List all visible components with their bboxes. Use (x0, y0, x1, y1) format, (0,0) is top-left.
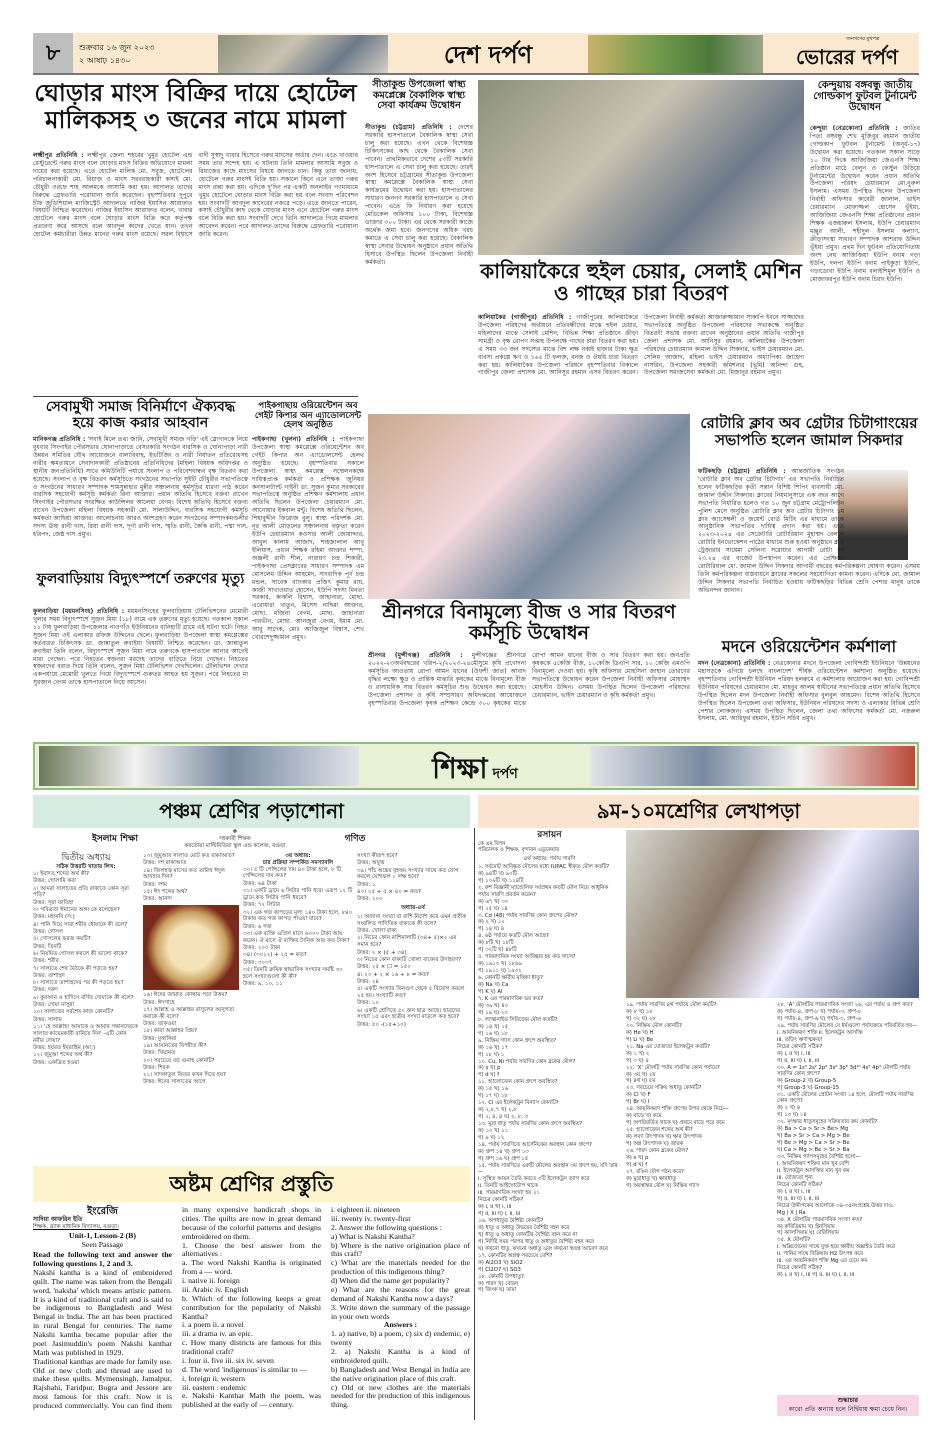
qa-line: উত্তর: শিরক (143, 1064, 170, 1071)
qa-line: উত্তর: তিনটি (33, 943, 62, 950)
qa-line: ১। ইবাদত শব্দের অর্থ কী? (33, 870, 90, 877)
class5-author: ❖ সহকারী শিক্ষক করতোয়া মাল্টিমিডিয়া স্কুল এন্ড কলেজ, বগুড়া (184, 829, 286, 850)
qa-line: ৭. K এর পারমাণবিক ভর কত? (478, 995, 544, 1002)
qa-line: গ) নির্দিষ্ট সময় পরপর ধাতু ও অধাতুর বৈশিষ্ট্য বহন করে (478, 1238, 594, 1245)
qa-line: ৮. ল্যান্থানাইড সিরিজের মৌল কতটি? (478, 1016, 558, 1023)
question-line: a) What is Nakshi Kantha? (331, 1231, 415, 1241)
qa-line: ক) Group-2 খ) Group-5 (777, 1077, 837, 1084)
qa-line: ক) Ba > Ca > Sr > Be> Mg (777, 1126, 849, 1133)
calligraphy-image (143, 905, 239, 990)
qa-line: গ) গ্রুপ ১৬ ঘ) গ্রুপ ১৫ (478, 1155, 529, 1162)
qa-line: ১২. Cl এর ইলেকট্রন বিন্যাস কোনটি? (478, 1100, 559, 1107)
question-line: c. How many districts are famous for this traditional craft? (182, 1338, 321, 1356)
qa-line: ক) Cl খ) F (626, 1092, 651, 1099)
qa-line: ক) ২,৮,৭ খ) ২,৮ (478, 1107, 517, 1114)
qa-line: নিচের উদ্দীপকের আলোকে ৩৪-৩৫নংপ্রশ্নের উত্তর দাও: (777, 1202, 894, 1209)
english-unit-sub: Seen Passage (81, 1240, 124, 1250)
qa-line: ৩০। ৫ টি পেন্সিলের দাম ৪০ টাকা হলে, ৮ টি পেন্সিলের দাম কত? (243, 866, 341, 880)
qa-line: উত্তর: হযরত ইবরাহিম (আ:) (33, 1044, 96, 1051)
qa-line: উত্তর: দরুদ (33, 987, 58, 994)
qa-line: উত্তর: ২৫ × ☐ = ১৫০ (357, 964, 411, 971)
date-gregorian: শুক্রবার ১৬ জুন ২০২৩ (79, 43, 155, 52)
islam-qa-col2 (143, 853, 239, 1087)
headline-fulbaria: ফুলবাড়িয়ায় বিদ্যুৎস্পর্শে তরুণের মৃত্যু (36, 571, 245, 587)
qa-line: গ) ৪র্থ ঘ) ৫ম (626, 1078, 656, 1085)
qa-line: ৩৩. নিষ্ক্রিয় গ্যাসসমূহের বৈশিষ্ট্য হলো— (777, 1153, 861, 1160)
qa-line: ক) বাড়ে খ) কমে (626, 1113, 662, 1120)
qa-line: গ) d ঘ) f (626, 1161, 648, 1168)
qa-line: গ) ১০৯টি ঘ) ১১৪টি (478, 878, 524, 885)
qa-line: ক) ১৫ খ) ১৬ (478, 1086, 509, 1093)
question-line: d. The word 'indigenous' is similar to — (182, 1364, 308, 1374)
qa-line: উত্তর: দোয়া মাসুরা (33, 1002, 75, 1009)
qa-line: উত্তর: ঈদের সালাতের আগে (143, 1079, 206, 1086)
question-line: 1. Choose the best answer from the alternatives : (182, 1240, 321, 1259)
qa-line: ৪০। ২৫ + ৫ × ৪০ = কত? (357, 889, 421, 896)
qa-line: গ) Cl2O7 ঘ) SO3 (478, 1266, 521, 1273)
banner-students-right (590, 746, 915, 786)
article-horse-meat: লক্ষ্মীপুর প্রতিনিধি : লক্ষ্মীপুর জেলা শহরের খুমুর হোটেল এন্ড রেস্টুরেন্টে গরুর মাংস বলে ঘোড়ার মাংস বিক্রির অভিযোগে মামলা দায়ের করা হয়েছে। এতে হোটেল মালিক মো. সবুজ, হোটেলের পরিচালনাকারী মো. রিয়াজ ও মাংস সরবরাহকারী কসাই মো. চৌধুরী ওরফে শাহ আলমকে আসামি করা হয়। আদালত তাদের বিরুদ্ধে গ্রেফতারি পরোয়ানা জারি করেছেন। বৃহস্পতিবার দুপুরে চীফ জুডিশিয়াল ম্যাজিস্ট্রেট আদালতে নাজির ইয়াসিন আরাফাত বিষয়টি নিশ্চিত করেছেন। নাজির ইয়াসিন আরাফাত বলেন, খাবার হোটেলে গরুর মাংস বলে ঘোড়ার মাংস বিক্রি করে কর্তৃপক্ষ প্রতারণা করে আসছে বলে আবদুল কাদের খেতে যান। তখন হোটেল কর্মচারীরা উন্নত মানের গরুর মাংস রয়েছে। সরল বিশ্বাসে বাদী সুস্বাদু খাবার হিসেবে গরুর মাংসের অর্ডার দেন। এতে খাওয়ার সময় তার সন্দেহ হয়। এ ঘটনায় তিনি মামলার আসামি সবুজ ও রিয়াজের কাছে মাংসের বিষয়ে জানতে চান। কিন্তু তারা জানায়, হোটেলে গরুর মাংসই বিক্রি হয়। সকালে কিনে এনে তাজা গরুর মাংস রান্না করা হয়। এদিকে দু'দিন পর একটি অনলাইন গণমাধ্যমে খুমুর হোটেলে ঘোড়ার মাংস বিক্রি করা হয় বলে সংবাদ পরিবেশন হয়। সংবাদটি আবদুল কাদেরের নজরে পড়ে। এতে জানতে পারেন, কসাই চৌধুরীর কাছ থেকে ঘোড়ার মাংস এনে হোটেলে গরুর মাংস বলে বিক্রি করা হয়। সংবাদটি দেখে তিনি আদালতে গিয়ে মামলার আবেদন করেন। পরে আদালত তাদের বিরুদ্ধে গ্রেফতারি পরোয়ানা জারি করেন। (33, 152, 358, 239)
qa-line: i. আয়নিকরণ শক্তি ii. ইলেকট্রন আসক্তি (777, 1029, 863, 1036)
qa-line: ১৭। আল্লাহ ও আল্লাহর রাসুলের আনুগত্য করাকে কী বলে? (143, 1006, 235, 1020)
qa-line: উত্তর: আনন্দ (143, 896, 172, 903)
question-line: e. Nakshi Kanthar Math the poem, was published at the early of — century. (182, 1391, 321, 1410)
chemistry-col1: রসায়ন কে এম বিপন পরিচালক ও শিক্ষক, বৃন্দাবন এডুকেয়ার ৪র্থ অধ্যায়: পর্যায় সারণি ১. সর্বমোট আবিষ্কৃত মৌলের মধ্যে IUPAC স্বীকৃত মৌল কতটি? ক) ৯৪টি খ) ৯০টি গ) ১০৯টি ঘ) ১১৪টি ২. রুশ বিজ্ঞানী ম্যান্ডেলিফ সর্বপ্রথম কতটি মৌল নিয়ে আধুনিক পর্যায় সারণি প্রবর্তন করেন? ক) ৬৭ খ) ৩০ গ) ২৫ ঘ) ১৪ ৩. Cd (48) পর্যায় সারণির কোন গ্রুপের মৌল? ক) ২ খ) ১২ গ) ১৪ ঘ) ৪ ৪. ৬ষ্ঠ পর্যায়ে কতটি মৌল আছে? ক) ৮টি খ) ১৮টি গ) ৩২টি ঘ) ৪৮টি ৫. পারমাণবিক সংখ্যা আবিষ্কার হয় কত সালে? ক) ১৯১৩ খ) ১৮৬৯ গ) ১৯১১ ঘ) ১৯৩২ ৬. কোনটি ক্ষারীয় মৃত্তিকা ধাতু? ক) Na খ) Ca গ) K ঘ) Al ৭. K এর পারমাণবিক ভর কত? ক) ৩৯ খ) ৪০ গ) ১৯ ঘ) ২০ ৮. ল্যান্থানাইড সিরিজের মৌল কতটি? ক) ১৪ খ) ১৫ গ) ১৬ ঘ) ১৮ ৯. নিষ্ক্রিয় গ্যাস কোন গ্রুপে অবস্থিত? ক) ১৬ খ) ১৭ গ) ১৮ ঘ) ১ ১০. Cu, Ni পর্যায় সারণির কোন ব্লকের মৌল? ক) s খ) p গ) d ঘ) f ১১. হ্যালোজেন কোন গ্রুপে অবস্থিত? ক) ১৫ খ) ১৬ গ) ১৭ ঘ) ১৮ ১২. Cl এর ইলেকট্রন বিন্যাস কোনটি? ক) ২,৮,৭ খ) ২,৮ গ) ২, ৪, ৪ ঘ) ২, ৮, ৩ ১৩. মুদ্রা ধাতু পর্যায় সারণির কোন গ্রুপে অবস্থিত? ক) ১০ খ) ১১ গ) ৯ ঘ) ১২ ১৪. পর্যায় সারণিতে আর্সেনিকের অবস্থান কোন গ্রুপে? ক) গ্রুপ ১৪ খ) গ্রুপ ১৩ গ) গ্রুপ ১৬ ঘ) গ্রুপ ১৫ ১৫. পর্যায় সারণিতে একটি মৌলের অবস্থান ৩য় গ্রুপে হয়, যদি তার — i. সুস্থিত আয়ন তৈরি করতে ৩টি ইলেকট্রন ত্যাগ করে ii. তিনটি আইসোটোপ থাকে iii. পারমাণবিক সংখ্যা হয় ২১ নিচের কোনটি সঠিক? ক) i, ii খ) i, iii গ) ii, iii ঘ) i, ii, iii ১৬. অপধাতুর বৈশিষ্ট্য কোনটি? ক) ধাতু ও অধাতু উভয়ের বৈশিষ্ট্য বহন করে খ) ধাতু ও অধাতু কোনটির বৈশিষ্ট্য বহন করে না গ) নির্দিষ্ট সময় পরপর ধাতু ও অধাতুর বৈশিষ্ট্য বহন করে ঘ) কখনো ধাতু, কখনো অধাতু এবং কখনো স্বতন্ত্র আচরণ করে ১৭. কোনটির অম্লত্ব সবচেয়ে বেশি? ক) Al2O3 খ) SiO2 গ) Cl2O7 ঘ) SO3 ১৮. কোনটি উপধাতু? ক) পারদ খ) বোরন গ) জিংক ঘ) তামা (478, 830, 621, 1294)
article-kendua: কেন্দুয়া (নেত্রকোনা) প্রতিনিধি : জাতির পিতা বঙ্গবন্ধু শেখ মুজিবুর রহমান জাতীয় গোল্ডকাপ ফুটবল টুর্নামেন্ট (অনূর্ধ-১৭) উদ্বোধন করা হয়েছে। গতকাল সকাল সাড়ে ১০ টার দিকে আজিজিয়া জেএনসি শিক্ষা প্রতিষ্ঠান মাঠে বেলুন ও ফেস্টুন উড়িয়ে টুর্নামেন্টের উদ্বোধন করেন প্রধান অতিথি উপজেলা পরিষদ চেয়ারম্যান মো.নুরুল ইসলাম। এসময় উপস্থিত ছিলেন উপজেলা নির্বাহী অফিসার কাবেরী জালাল, ভাইস চেয়ারম্যান মোফাজ্জল হোসেন ভূঁইয়া, আজিজিয়া জেএনসি শিক্ষা প্রতিষ্ঠানের প্রধান শিক্ষক এজহারুল ইসলাম, ইউপি চেয়ারম্যান মঞ্জুর আলী, শহীদুল ইসলাম কল্যাণ, ক্রীড়াসংস্থা সাধারণ সম্পাদক আশরাফ উদ্দিন ভূঁইয়া প্রমুখ। প্রথম দিন ফুটবল প্রতিযোগিতায় অংশ নেয় আজিজিয়া ইউপি বনাম গড়া ইউপি, দলপা ইউপি বনাম পাইকুড়া ইউপি, গড়াডোবা ইউপি বনাম বলাইশিমুল ইউপি ও মোজাফরপুর ইউপি বনাম চিরাং ইউপি। (810, 125, 920, 283)
qa-line: গ) Group-3 ঘ) Group-15 (777, 1084, 840, 1091)
qa-line: iii. তড়িৎ ঋণাত্মকতা (777, 1036, 823, 1043)
qa-line: ৪। পানি দিয়ে সারা শরীর ধোয়াকে কী বলে? (33, 921, 128, 928)
qa-line: উত্তর: গোলামি করা (33, 878, 76, 885)
qa-line: উত্তর: গোসল (33, 928, 64, 935)
qa-line: ক) ১৯১৩ খ) ১৮৬৯ (478, 961, 522, 968)
headline-kendua: কেন্দুয়ায় বঙ্গবন্ধু জাতীয় গোল্ডকাপ ফুটবল টুর্নামেন্ট উদ্বোধন (813, 80, 917, 114)
qa-line: ৩২। এক গজ কাপড়ের মূল্য ১৪০ টাকা হলে, ৮৪০ টাকায় কত গজ কাপড় পাওয়া যাবে? (243, 909, 353, 923)
qa-line: গ) ৩২ ঘ) ২৮ (626, 1015, 656, 1022)
question-line: 2. Answer the following questions : (331, 1222, 442, 1232)
qa-line: ৩৫। তিনটি ক্রমিক স্বাভাবিক সংখ্যার সমষ্টি ৩০ হলে সংখ্যাগুলো কী কী? (243, 967, 343, 980)
qa-line: গ) ১৬ ঘ) ১৮ (478, 1030, 508, 1037)
qa-line: ১২। জুমুআ শব্দের অর্থ কী? (33, 1052, 93, 1059)
english-instruction: Read the following text and answer the following questions 1, 2 and 3. (33, 1250, 172, 1269)
question-line: iii. eastern . endemic (182, 1382, 247, 1392)
qa-line: ক) ৮টি খ) ১৮টি (478, 940, 514, 947)
qa-line: ১০। সালাতের সর্বশেষ কাজ কোনটি? (33, 1009, 114, 1016)
class5-subject-islam: ইসলাম শিক্ষা (92, 834, 138, 844)
qa-line: নিচের কোনটি সঠিক? (777, 1265, 823, 1272)
answer-line: 1. a) native, b) a poem, c) six d) endemic, e) twenty (331, 1329, 470, 1348)
qa-line: ক) গ্রুপ ১৪ খ) গ্রুপ ১৩ (478, 1148, 529, 1155)
qa-line: উত্তর: ২০০ টাকা (243, 945, 281, 952)
banner-title-sub: দর্পণ (492, 766, 518, 782)
kaliakair-photo (478, 80, 804, 255)
math-qa-col1: ৩য় অধ্যায়: চার প্রক্রিয়া সম্পর্কিত সমস্যাবলি ৩০। ৫ টি পেন্সিলের দাম ৪০ টাকা হলে, ৮ টি পেন্সিলের দাম কত? উত্তর: ৬৪ টাকা ৩১। একটি ড্রামে ৬ লিটার পানি ধরে। এরূপ ১২ টি ড্রামে কত লিটার পানি ধরবে? উত্তর: ৭২ লিটার ৩২। এক গজ কাপড়ের মূল্য ১৪০ টাকা হলে, ৮৪০ টাকায় কত গজ কাপড় পাওয়া যাবে? উত্তর: ৬ গজ ৩৩। এক ব্যক্তি এপ্রিল মাসে ৬০০০ টাকা আয় করেন। ঐ মাসে ঐ ব্যক্তির দৈনিক আয় কত টাকা? উত্তর: ২০০ টাকা ৩৪। (৩০১২) + ২৫ = কত? উত্তর: ৩০৩৭ ৩৫। তিনটি ক্রমিক স্বাভাবিক সংখ্যার সমষ্টি ৩০ হলে সংখ্যাগুলো কী কী? উত্তর: ৯, ১০, ১১ (243, 853, 353, 988)
qa-line: উত্তর: ৫০ -(১৫+১০) (357, 1021, 406, 1028)
qa-line: ক) ৮ খ) ১৮ (626, 1008, 653, 1015)
question-line: i. native ii. foreign (182, 1276, 240, 1285)
question-line: b) Where is the native origination place of this craft? (331, 1240, 470, 1259)
students-classroom-photo (626, 830, 919, 998)
qa-line: ক) ২ খ) ১২ (478, 919, 505, 926)
qa-line: উত্তর: ঈদগাহে (143, 999, 175, 1006)
qa-line: ক) ১০ খ) ১১ (478, 1128, 509, 1135)
qa-line: ১৪। জিলহজ্ব মাসের কত তারিখ ঈদুল আযহার দিন? (143, 867, 225, 881)
qa-line: ১১। 'হে আল্লাহ! আমাকে ও আমার সন্তানদেরকে সালাত কায়েমকারী বানিয়ে দিন' -এটি কোন নবীর দোয়া? (33, 1024, 138, 1044)
qa-line: ১৬. অপধাতুর বৈশিষ্ট্য কোনটি? (478, 1217, 544, 1224)
class5-heading: পঞ্চম শ্রেণির পড়াশোনা (33, 795, 470, 828)
qa-line: গ) K ঘ) Al (478, 988, 503, 995)
qa-line: ২। নিচের কোন রাশিমালাটি (৩৪+ ৫)×২ এর সমান হবে? (357, 935, 457, 949)
qa-line: ক) ১ খ) ২ (626, 1050, 650, 1057)
qa-line: ক) রুবিডিয়াম খ) স্ট্রনসিয়াম (777, 1223, 835, 1230)
qa-line: ঘ) কখনো ধাতু, কখনো অধাতু এবং কখনো স্বতন্ত্র আচরণ করে (478, 1245, 608, 1252)
qa-line: ক) মুদ্রাধাতু খ) ক্ষারধাতু (626, 1175, 677, 1182)
qa-line: ৪. ৬ষ্ঠ পর্যায়ে কতটি মৌল আছে? (478, 933, 549, 940)
qa-line: ২৭. রঙিন যৌগ গঠন করে? (626, 1168, 684, 1175)
qa-line: গ) ৩২টি ঘ) ৪৮টি (478, 947, 517, 954)
question-line: i. eighteen ii. nineteen (331, 1205, 401, 1214)
qa-line: ৩৪. X মৌলটির পারমাণবিক সংখ্যা কত? (777, 1216, 863, 1223)
qa-line: গ) ২, ৪, ৪ ঘ) ২, ৮, ৩ (478, 1114, 529, 1121)
qa-line: ২৩. সবচেয়ে সক্রিয় অধাতু কোনটি? (626, 1085, 702, 1092)
qa-line: গ) ২৫ ঘ) ১৪ (478, 905, 508, 912)
qa-line: উত্তর: অযুগ্ম (357, 860, 385, 867)
qa-line: উত্তর: ১ (357, 881, 376, 888)
qa-line: ২৬. পারদ কোন ব্লকের মৌল? (626, 1148, 689, 1155)
qa-line: উত্তর: ৬৪ টাকা (243, 880, 277, 887)
qa-line: গ) ১৪ ঘ) ৪ (478, 926, 505, 933)
qa-line: ক) Al2O3 খ) SiO2 (478, 1259, 523, 1266)
qa-line: নিচের কোনটি সঠিক? (777, 1181, 823, 1188)
qa-line: ii. তিনটি আইসোটোপ থাকে (478, 1183, 538, 1190)
question-line: i. four ii. five iii. six iv. seven (182, 1355, 274, 1365)
english-passage: Traditional kanthas are made for family use. Old or new cloth and thread are used to make these quilts. Mymensingh, Jamalpur, Rajshahi, Faridpur, Bogra and Jessore are most famous for this craft. Now it is produced commercially. You can find them in many expensive handicraft shops in cities. The quilts are now in great demand because of the colorful patterns and designs embroidered on them. (33, 1205, 321, 1411)
question-line: iii. Arabic iv. English (182, 1284, 249, 1294)
qa-line: ক) i, ii খ) i, iii গ) ii, iii ঘ) i, ii, iii (777, 1272, 855, 1279)
qa-line: গ) ৩ ঘ) ৪ (626, 1057, 649, 1064)
qa-line: ১৩. মুদ্রা ধাতু পর্যায় সারণির কোন গ্রুপে অবস্থিত? (478, 1121, 583, 1128)
qa-line: i. আয়নিকরণ শক্তির মান খুব বেশি (777, 1160, 849, 1167)
article-sebamukhi: মানিকগঞ্জ প্রতিনিধি : 'সবাই মিলে তথ্য জানি, সেবামুখী সমাজ গড়ি' এই স্লোগানকে নিয়ে বুধবার সিংগাইর পৌরসভার ঘোনাপাড়াতে বেসরকারি সংগঠন বারসিক ও ঘোনাপাড়া নারী উন্নয়ন সমিতির যৌথ আয়োজনে বাল্যবিবাহ, ইভটিজিং ও নারী নির্যাতন প্রতিরোধসহ নারীর ক্ষমতায়নে সেবাদানকারী প্রতিষ্ঠানের প্রতিনিধিদের (মহিলা বিষয়ক অধিদপ্তর ও স্থানীয় জনপ্রতিনিধি) সাথে কমিউনিটি পর্যায়ে সংলাপ ও পরিবেশবান্ধব বৃক্ষ বিতরণ করা হয়েছে। সংলাপ ও বৃক্ষ বিতরণ কর্মসূচিতে সংগঠনের সভাপতি সুইটি চৌধুরীর সভাপতিত্বে ও সংগঠনের সাধারণ সম্পাদক শামসুন্নাহার মুন্নীর সঞ্চালনায় কর্মসূচির ধারণা পাঠ করেন বারসিক সহযোগী কর্মসূচি কর্মকর্তা রিনা আক্তার। প্রধান অতিথি হিসেবে বক্তব্য রাখেন সিংগাইর পৌরসভার সংরক্ষিত কাউন্সিলর আলেয়া বেগম। বিশেষ অতিথি হিসেবে বক্তব্য রাখেন উপজেলা মহিলা বিষয়ক সহকারী মো. সালাউদ্দিন, বারসিক সহযোগী কর্মসূচি কর্মকর্তা আছিয়া আক্তার। আলোচনায় আরও অংশগ্রহণ করেন সংগঠনের সম্পাদকমণ্ডলীর সদস্য ঊষা রানী দাস, রিয়া রানী দাস, দূর্গা রানী দাস, স্মৃতি রানী, কৈকি রানী, পদ্মা দাস, হরিপদ, জেষ্ঠ দাস প্রমুখ। (33, 436, 249, 539)
qa-line: উত্তর: ৩০৩৭ (243, 959, 273, 966)
qa-line: ২২. 'X' মৌলটি পর্যায় সারণির কোন পর্যায়ে? (626, 1064, 720, 1071)
qa-line: খ) ধাতু ও অধাতু কোনটির বৈশিষ্ট্য বহন করে না (478, 1231, 578, 1238)
qa-line: উত্তর: একত্রিত হওয়া (33, 1059, 80, 1066)
qa-line: ৯। কুরআন ও হাদিসে বর্ণিত দোয়াকে কী বলে? (33, 994, 134, 1001)
page-header (33, 33, 919, 75)
qa-line: ক) পারদ খ) বোরন (478, 1280, 518, 1287)
qa-line: ক) i, ii খ) i, iii (478, 1204, 512, 1211)
qa-line: ১৫. পর্যায় সারণিতে একটি মৌলের অবস্থান ৩য় গ্রুপে হয়, যদি তার — (478, 1162, 618, 1176)
question-line: iii. twenty iv. twenty-first (331, 1213, 411, 1223)
qa-line: উত্তর: মুত্তাকিরা (143, 1035, 177, 1042)
qa-line: সংখ্যা কীরূপ হবে? (357, 853, 398, 859)
qa-line: ৩১. একটি মৌলের প্রোটন সংখ্যা ১৪ হলে, মৌলটি পর্যায় সারণির কোন গ্রুপে? (777, 1091, 914, 1105)
headline-horse-meat: ঘোড়ার মাংস বিক্রির দায়ে হোটেল মালিকসহ ৩ জনের নামে মামলা (34, 79, 357, 134)
qa-line: ৫। একটি সংখ্যার তিনগুণ থেকে ৫ বিয়োগ করলে ২৫ হয়। সংখ্যাটি কত? (357, 986, 465, 999)
qa-line: উত্তর: শরীর (33, 958, 59, 965)
article-srinagar: শ্রীনগর (মুন্সীগঞ্জ) প্রতিনিধি : মুন্সীগঞ্জের শ্রীনগরে ২০২২-২৩অর্থবছরের খরিপ-২/২০২৩-২৪মৌসুমে কৃষি প্রণোদনা কর্মসূচির আওতায় রোপা আমন ধানের (উফশী জাত) আবাদ বৃদ্ধির লক্ষ্যে ক্ষুদ্র ও প্রান্তিক মাঝারি কৃষকের মাঝে বিনামূল্যে বীজ ও রাসায়নিক সার বিতরণ কর্মসূচির শুভ উদ্বোধন করা হয়েছে। উপজেলা প্রশাসন ও কৃষি সম্প্রসারণ অধিদপ্তরের আয়োজনে বৃহস্পতিবার উপজেলা কৃষক প্রশিক্ষণ কেন্দ্রে ৩০০ কৃষকের মাঝে রোপা আমন ধানের বীজ ও সার বিতরণ করা হয়। জনপ্রতি কৃষককে ৫কেজি বীজ, ১০কেজি ডিএপি সার, ১০ কেজি এমওপি বিনামূল্যে দেওয়া হয়। কৃষি অফিসার মোহসিনা জাহান তোরণের সভাপতিত্বে উদ্বোধন করেন উপজেলা নির্বাহী অফিসার মোহাম্মদ মোহসীন উদ্দিন। এসময় উপস্থিত ছিলেন উপজেলা পরিষদের চেয়ারম্যান, ভাইস চেয়ারম্যান ও কৃষি কর্মকর্তা প্রমুখ। (368, 652, 690, 707)
qa-line: গ) ১৩ ঘ) ১৪ (777, 1112, 807, 1119)
qa-line: উত্তর: ৭২ লিটার (243, 902, 281, 909)
qa-line: ২৫. হ্যালোজেন শব্দের অর্থ কী? (626, 1127, 693, 1134)
qa-line: ২১. Na এর যোজ্যতা ইলেকট্রন কতটি? (626, 1043, 711, 1050)
qa-line: ৩১। একটি ড্রামে ৬ লিটার পানি ধরে। এরূপ ১২ টি ড্রামে কত লিটার পানি ধরবে? (243, 888, 353, 901)
qa-line: iii. পারমাণবিক সংখ্যা হয় ২১ (478, 1190, 540, 1197)
headline-sebamukhi: সেবামুখী সমাজ বিনির্মাণে ঐক্যবদ্ধ হয়ে কাজ করার আহবান (45, 399, 236, 431)
answer-line: 2. a) Nakshi Kantha is a kind of embroidered quilt. (331, 1347, 470, 1365)
qa-line: ৬। নিয়মিত গোসল করলে কী ভালো থাকে? (33, 950, 128, 957)
qa-line: ক) Na খ) Ca (478, 982, 509, 989)
qa-line: ক) ৩৯ খ) ৪০ (478, 1002, 509, 1009)
qa-line: ১১. হ্যালোজেন কোন গ্রুপে অবস্থিত? (478, 1079, 558, 1086)
qa-line: ১। অজানা সংখ্যা বা রাশি নির্দেশ করে এমন প্রতীক সংবলিত গাণিতিক বাক্যকে কী বলে? (357, 914, 467, 927)
qa-line: ১৩। জুমুআর সালাত মোট কত রাকাআত? (143, 853, 235, 859)
islam-qa-col1: দ্বিতীয় অধ্যায় সঠিক উত্তরটি খাতায় লিখ: ১। ইবাদত শব্দের অর্থ কী? উত্তর: গোলামি করা ২। আমরা সালাতের প্রতি রাকাতে কোন সূরা পড়ি? উত্তর: সূরা ফাতিহা ৩। পবিত্রতা ঈমানের অঙ্গ। কে বলেছেন? উত্তর: মহানবি (স:) ৪। পানি দিয়ে সারা শরীর ধোয়াকে কী বলে? উত্তর: গোসল ৫। গোসলের ফরজ কয়টি? উত্তর: তিনটি ৬। নিয়মিত গোসল করলে কী ভালো থাকে? উত্তর: শরীর ৭। সালাতে শেষ বৈঠকে কী পড়তে হয়? উত্তর: তাশাহুদ ৮। সালাতে তাশাহুদের পর কী পড়তে হয়? উত্তর: দরুদ ৯। কুরআন ও হাদিসে বর্ণিত দোয়াকে কী বলে? উত্তর: দোয়া মাসুরা ১০। সালাতের সর্বশেষ কাজ কোনটি? উত্তর: সালাম ১১। 'হে আল্লাহ! আমাকে ও আমার সন্তানদেরকে সালাত কায়েমকারী বানিয়ে দিন' -এটি কোন নবীর দোয়া? উত্তর: হযরত ইবরাহিম (আ:) ১২। জুমুআ শব্দের অর্থ কী? উত্তর: একত্রিত হওয়া (33, 853, 138, 1066)
qa-line: ১৫। ঈদ শব্দের অর্থ? (143, 889, 188, 896)
question-line: b. Which of the following keeps a great contribution for the popularity of Nakshi Kantha? (182, 1293, 321, 1321)
qa-line: ৩৯। পাঁচ অঙ্কের বৃহত্তম সংখ্যার সাথে কত যোগ করলে যোগফল ১ লক্ষ হবে? (357, 867, 459, 881)
chemistry-col2 (626, 1002, 771, 1190)
qa-line: ১৮। কারা আল্লাহর প্রিয়? (143, 1028, 198, 1035)
qa-line: ৫. পারমাণবিক সংখ্যা আবিষ্কার হয় কত সালে? (478, 954, 576, 961)
qa-line: ক) ৬৭ খ) ৩০ (478, 898, 509, 905)
qa-line: উত্তর: ৬ গজ (243, 923, 272, 930)
english-passage: Nakshi kantha is a kind of embroidered quilt. The name was taken from the Bengali word, 'naksha' which means artistic pattern. It is a kind of traditional craft and is said to be indigenous to Bangladesh and West Bengal in India. The art has been practiced in rural Bengal for centuries. The name Nakshi kantha became popular after the poet Jasimuddin's poem Nakshi kanthar Math was published in 1929. (33, 1267, 172, 1357)
english-section (33, 1206, 470, 1411)
page-number: ৮ (33, 33, 73, 75)
qa-line: গ) জিংক ঘ) তামা (478, 1287, 517, 1294)
brand-logo: ভোরের দর্পণ (796, 45, 898, 69)
qa-line: iii. যোজ্যতা শূন্য (777, 1174, 813, 1181)
qa-line: গ) অপরিবর্তিত থাকে ঘ) প্রথমে বাড়ে পরে কমে (626, 1120, 725, 1127)
qa-line: ২০। সবচেয়ে বড় গুনাহ কোনটি? (143, 1057, 215, 1064)
qa-line: ঘ) Ca > Mg > Be > Sr > Ba (777, 1147, 850, 1154)
qa-line: ৩৩। এক ব্যক্তি এপ্রিল মাসে ৬০০০ টাকা আয় করেন। ঐ মাসে ঐ ব্যক্তির দৈনিক আয় কত টাকা? (243, 930, 350, 944)
headline-sitakunda: সীতাকুন্ড উপজেলা স্বাস্থ্য কমপ্লেক্সে বৈকালিক স্বাস্থ্য সেবা কার্যক্রম উদ্বোধন (372, 79, 466, 112)
qa-line: গ) Be > Mg > Ca > Sr > Be (777, 1140, 850, 1147)
qa-line: গ) Li ঘ) Be (626, 1036, 654, 1043)
qa-line: ii. ইলেকট্রন আসক্তির মান খুব কম (777, 1167, 850, 1174)
question-line: e) What are the reasons for the great demand of Nakshi Kantha now a days? (331, 1284, 470, 1303)
education-banner (33, 742, 919, 790)
qa-line: ২৪. আয়নিকরণ শক্তি গ্রুপের উপর থেকে নিচে— (626, 1106, 729, 1113)
header-photo-right (588, 35, 763, 73)
qa-line: Mg | X | Ra (777, 1209, 806, 1216)
qa-line: গ) অম্ল উৎপাদক ঘ) জারক (626, 1141, 684, 1148)
qa-line: গ) ১৯ ঘ) ২০ (478, 1009, 508, 1016)
article-fulbaria: ফুলবাড়িয়া (ময়মনসিংহ) প্রতিনিধি : ময়মনসিংহের ফুলবাড়িয়ায় টেলিভিশনের মেমোরী খুলার সময় বিদ্যুৎস্পর্শে সুজন মিয়া (১৮) নামে এক তরুণের মৃত্যু হয়েছে। গতকাল সকাল ১১ টায় ফুলবাড়িয়া উপজেলার নাওগাঁও ইউনিয়নের বানিহাটি গ্রামে এই ঘটনা ঘটে। নিহত সুজন মিয়া ওই এলাকার রফিজ উদ্দিনের ছেলে। ফুলবাড়িয়া উপজেলা স্বাস্থ্য কমপ্লেক্সের কর্তব্যরত চিকিৎসক ডা. জান্নাতুল রুবাইয়া বিষয়টি নিশ্চিত করেছেন। ডা. জান্নাতুল রুবাইয়া তিনি বলেন, বিদ্যুৎস্পর্শে সুজন মিয়া নামে তরুণকে হাসপাতালে আনার আগেই মারা গেছেন। পরে নিহতের স্বজনরা মরদেহ তাদের বাড়িতে নিয়ে গেছেন। নিহতের স্বজনদের বরাত দিয়ে তিনি বলেন, সুজন মিয়া টেলিভিশন দেখছিলেন। টেলিভিশন দেখার একপর্যায়ে মেমোরী খুলতে গিয়ে বিদ্যুৎস্পর্শে গুরুতর আহত হয় সুজন। পরে নিহতের মা সুরজান বেগম তাকে হাসপাতালে নিয়ে আসেন। (33, 608, 248, 687)
qa-line: ক) s খ) p (478, 1065, 501, 1072)
qa-line: উত্তর: তাশাহুদ (33, 972, 65, 979)
qa-line: ২১। সাদকাতুল ফিতর কখন দিতে হয়? (143, 1072, 226, 1079)
qa-line: গ) ii, iii ঘ) i, ii, iii (777, 1057, 820, 1064)
question-line: a. The word Nakshi Kantha is originated from a — word. (182, 1258, 321, 1277)
class910-heading: ৯ম-১০মশ্রেণির লেখাপড়া (478, 795, 919, 828)
question-line: i. a poem ii. a novel (182, 1320, 244, 1330)
question-line: c) What are the materials needed for the production of this indigenous thing? (331, 1258, 470, 1277)
qa-line: ৫। গোসলের ফরজ কয়টি? (33, 936, 91, 943)
qa-line: উত্তর: ২ × (৫ + ৩৪) (357, 949, 407, 956)
qa-line: ২. রুশ বিজ্ঞানী ম্যান্ডেলিফ সর্বপ্রথম কতটি মৌল নিয়ে আধুনিক পর্যায় সারণি প্রবর্তন করেন? (478, 885, 609, 898)
quote-title: শুদ্ধাচার (837, 1397, 859, 1404)
qa-line: ১৬। ঈদের জামাত কোথায় পড়া উত্তম? (143, 992, 228, 999)
section-title: দেশ দর্পণ (443, 41, 533, 69)
header-photo-left (218, 35, 388, 73)
qa-line: গ) d ঘ) f (478, 1072, 500, 1079)
qa-line: ক) He খ) H (626, 1029, 654, 1036)
qa-line: ১৯। আমানতের বিপরীত কী? (143, 1042, 207, 1049)
qa-line: ক) ৩য় খ) ২য় (626, 1071, 656, 1078)
article-rotary: ফটিকছড়ি (চট্টগ্রাম) প্রতিনিধি : আন্তর্জাতিক সংগঠন 'রোটারি ক্লাব অব গ্রেটার চিটাগাং' এর সভাপতি নির্বাচিত হলেন ফটিকছড়ির কৃতী সন্তান বিশিষ্ট শিপিং ব্যবসায়ী মো. জামাল উদ্দীন সিকদার। ক্লাবের নিয়মানুসারে এক বছর আগে সভাপতি নির্ধারিত হলেও গত ১০ জুন চট্টগ্রাম মেট্রোপলিটন পুলিশ মেসে অনুষ্ঠিত রোটারি ক্লাব অব গ্রেটার চিটাগাং ১ম ক্লাব অ্যাসেম্বলী ও জয়েন্ট বোর্ড মিটিং এর মাধ্যমে তাকে আনুষ্ঠানিক সভাপতির দায়িত্ব প্রদান করা হয়। এতে ২০২৩-২০২৪ এর সেক্রেটারি রোটারিয়ান মুহাম্মদ বেলাল রোটারি ইনভোকেশন পাঠের মাধ্যমে শুরু হওয়া অনুষ্ঠানে ক্লাব ট্রেজারার সায়েমা সেলিনা সরোয়ার আগামী রোটা বর্ষ ২৩.২৪ এর বাজেট উপস্থাপন করেন। এর প্রেক্ষিতে রোটারিয়াল মো. জামাল উদ্দিন সিকদার আগামী বছরের কর্মপরিকল্পনা ঘোষণা করেন। এসময় তিনি কর্মপরিকল্পনা বাস্তবায়নে ক্লাবের সকলের সহযোগিতা কামনা করেন। এদিকে মো. জামাল উদ্দিন সিকদার সভাপতি নির্বাচিত হওয়ায় ফটিকছড়ির বিভিন্ন শ্রেণি পেশার মানুষ তাকে অভিনন্দন জানান। (698, 468, 920, 594)
qa-line: ক) s খ) p (626, 1154, 649, 1161)
qa-line: উত্তর: ২৪ (357, 978, 379, 985)
qa-line: ৭। সালাতে শেষ বৈঠকে কী পড়তে হয়? (33, 965, 118, 972)
qa-line: iii. এর আয়নিকরণ শক্তি Mg এর চেয়ে কম (777, 1258, 868, 1265)
qa-line: উত্তর: খোলা বাক্য (357, 928, 397, 935)
qa-line: ১. সর্বমোট আবিষ্কৃত মৌলের মধ্যে IUPAC স্বীকৃত মৌল কতটি? (478, 864, 610, 871)
answer-line: b) Bangladesh and West Bengal in India are the native origination place of this craft. (331, 1364, 470, 1383)
qa-line: গ) ii, iii ঘ) i, ii, iii (478, 1210, 521, 1217)
qa-line: গ) ৯ ঘ) ১২ (478, 1135, 505, 1141)
question-line: i. foreign ii. western (182, 1373, 246, 1383)
qa-line: গ) ১৯১১ ঘ) ১৯৩২ (478, 968, 522, 975)
qa-line: ক) ২ খ) ৪ (777, 1105, 801, 1112)
qa-line: ক) ১৬ খ) ১৭ (478, 1044, 509, 1051)
article-paikgacha: পাইকগাছা (খুলনা) প্রতিনিধি : পাইকগাছা উপজেলা স্বাস্থ্য কমপ্লেক্সে ওরিয়েন্টেশন অব গেইট কিপার অন এ্যাডোলসেন্ট হেলথ অনুষ্ঠিত হয়েছে। বৃহস্পতিবার সকালে উপজেলা স্বাস্থ্য কমপ্লেক্স সম্মেলনকক্ষে দায়িত্বপ্রাপ্ত কর্মকর্তা ও প্রশিক্ষক জুনিয়র কনসালট্যান্ট গাইনী ডা. সুজন কুমার সরকারের সভাপতিত্বে অনুষ্ঠিত প্রশিক্ষণ কর্মশালায় প্রধান অতিথি ছিলেন উপজেলা চেয়ারম্যান মো. আনোয়ার ইকবাল মন্টু। বিশেষ অতিথি ছিলেন, শিহাবুদ্দীন ফিরোজ বুলু। স্বাস্থ্য পরিদর্শক মো. নূর আলী মোড়লের সঞ্চালনায় বক্তৃতা করেন ইউপি চেয়ারম্যান কওসার আলী জোয়াদ্দার, আবুল কালাম আজাদ, শাহজালাল আবু ইলিয়াস, প্রধান শিক্ষক রহিমা আক্তার শম্পা, অঞ্জলী রানী শীল, নারায়ণ চন্দ্র শিকারী, পাইকগাছা প্রেসক্লাবের সাধারণ সম্পাদক এম মোসলেম উদ্দিন আহমেদ, সাংবাদিক পূর্ণ চন্দ্র মন্ডল, সাবেক ব্যাংকার প্রজিৎ কুমার রায়, কাজী সাখাওয়াত হোসেন, ইউপি সদস্য মিনতা সরকার, কাকলি বিশ্বাস, জাহানারা, মোছা. এরোয়ারা খাতুন, মিসেস নাছিমা আক্তার, মোছা. মর্জিনা বেগম, মোছা. জাহানারা পারভীন, মোছা. আনজুরা বেগম, ইমাম মো. আবু সাদেক, মোঃ আজিজুল বিশ্বাস, শেখ খোরশেদুজ্জামান প্রমুখ। (252, 436, 365, 642)
math-qa-col2: সংখ্যা কীরূপ হবে? উত্তর: অযুগ্ম ৩৯। পাঁচ অঙ্কের বৃহত্তম সংখ্যার সাথে কত যোগ করলে যোগফল ১ লক্ষ হবে? উত্তর: ১ ৪০। ২৫ + ৫ × ৪০ = কত? উত্তর: ২০০ অধ্যায়-৪র্থ ১। অজানা সংখ্যা বা রাশি নির্দেশ করে এমন প্রতীক সংবলিত গাণিতিক বাক্যকে কী বলে? উত্তর: খোলা বাক্য ২। নিচের কোন রাশিমালাটি (৩৪+ ৫)×২ এর সমান হবে? উত্তর: ২ × (৫ + ৩৪) ৩। নিচের কোন বাক্যটি খোলা বাক্যের উদাহরণ? উত্তর: ২৫ × ☐ = ১৫০ ৪। ২০ + ২ × ১৬ ÷ ৮ = কত? উত্তর: ২৪ ৫। একটি সংখ্যার তিনগুণ থেকে ৫ বিয়োগ করলে ২৫ হয়। সংখ্যাটি কত? উত্তর: ১০ ৬। একটি শ্রেণিতে ৫০ জন ছাত্র আছে। ছাত্রদের সংখ্যা ১৫ এবং ছাত্রীর সংখ্যা বাড়লে কত হবে? উত্তর: ৫০ -(১৫+১০) (357, 853, 469, 1029)
qa-line: ক) পর্যায়-৪, গ্রুপ-৮ খ) পর্যায়-৩, গ্রুপ-৮ (777, 1008, 862, 1015)
qa-line: ক) ১৪ খ) ১৫ (478, 1023, 509, 1030)
qa-line: ক) লবণ উৎপাদক খ) ক্ষার উৎপাদক (626, 1134, 702, 1141)
qa-line: ২৮. 'A' মৌলটির পারমাণবিক সংখ্যা ২৬, এর পর্যায় ও গ্রুপ কত? (777, 1002, 913, 1008)
article-madan: মদন (নেত্রকোনা) প্রতিনিধি : নেত্রকোনার মদনে উপজেলা গোবিন্দশ্রী ইউনিয়নে 'উন্নয়নের মহাসড়কে এগিয়ে চলছে বাংলাদেশ' শীর্ষক ওরিয়েন্টেশন কর্মশালা অনুষ্ঠিত হয়েছে। বৃহস্পতিবার গোবিন্দশ্রী ইউনিয়ন পরিষদ হলরুমে এ কর্মশালার আয়োজন করা হয়। গোবিন্দশ্রী ইউনিয়ন পরিষদের চেয়ারম্যান মো. মাহবুব আলম স্বাধীনের সভাপতিত্বে প্রধান অতিথি হিসেবে উপস্থিত ছিলেন মদন উপজেলা নির্বাহী অফিসার বুলবুল আহমেদ। বিশেষ অতিথি হিসেবে উপস্থিত ছিলেন উপজেলা তথ্য অফিসার, ইউনিয়ন পরিষদের সদস্য ও এলাকার বিভিন্ন শ্রেণি পেশার লোকজন। এসময় উপস্থিত ছিলেন, জেলা তথ্য অফিসের কর্মকর্তা মো. নজরুল ইসলাম, মো. আরিফুর রহমান, ইউপি সচিব প্রমুখ। (698, 660, 920, 723)
qa-line: উত্তর: সূরা ফাতিহা (33, 899, 74, 906)
qa-line: ১৯. পর্যায় সারণির ৪র্থ পর্যায়ে মৌল কয়টি? (626, 1002, 717, 1008)
qa-line: উত্তর: খিয়ানত (143, 1050, 176, 1057)
qa-line: i. অক্সিজেনের সাথে যুক্ত হয়ে ক্ষারীয় অক্সাইড তৈরি করে (777, 1244, 895, 1251)
qa-line: উত্তর: মহানবি (স:) (33, 914, 75, 921)
qa-line: ৪। ২০ + ২ × ১৬ ÷ ৮ = কত? (357, 971, 430, 978)
qa-line: গ) অবস্থান্তর মৌল ঘ) নিষ্ক্রিয় গ্যাস (626, 1182, 700, 1189)
qa-line: গ) ক্যালসিয়াম ঘ) বেরিলিয়াম (777, 1230, 839, 1237)
english-author-role: শিক্ষক, ব্র্যাক মাধ্যমিক বিদ্যালয়, বগুড়া। (33, 1224, 119, 1231)
banner-title (375, 747, 575, 790)
qa-line: গ) ১৮ ঘ) ১ (478, 1051, 505, 1058)
qa-line: ৩. Cd (48) পর্যায় সারণির কোন গ্রুপের মৌল? (478, 912, 578, 919)
class5-subject-math: গণিত (344, 834, 366, 844)
english-subject: ইংরেজি (87, 1206, 118, 1217)
qa-line: ক) ৯৪টি খ) ৯০টি (478, 871, 517, 878)
qa-line: ৩০. A = 1s² 2s² 2p⁶ 3s² 3p⁶ 3d¹⁰ 4s² 4p³ মৌলটি পর্যায় সারণির কোন গ্রুপে? (777, 1064, 911, 1078)
english-unit: Unit-1, Lesson-2 (B) (69, 1231, 136, 1241)
quote-text: কারো প্রতি অন্যায় হলে নির্দ্বিধায় ক্ষমা চেয়ে নিন। (788, 1406, 908, 1414)
qa-line: উত্তর: ১০ (357, 1000, 379, 1007)
qa-line: উত্তর: দশম (143, 881, 168, 888)
qa-line: ৩। পবিত্রতা ঈমানের অঙ্গ। কে বলেছেন? (33, 907, 120, 914)
qa-line: উত্তর: দশ রাকাআত (143, 860, 187, 867)
banner-title-main: শিক্ষা (432, 752, 488, 785)
class8-heading: অষ্টম শ্রেণির প্রস্তুতি (33, 1166, 470, 1202)
headline-srinagar: শ্রীনগরে বিনামূল্যে বীজ ও সার বিতরণ কর্মসূচি উদ্বোধন (382, 601, 676, 645)
qa-line: ক) i, ii খ) i, iii (777, 1188, 811, 1195)
qa-line: উত্তর: ২০০ (357, 896, 383, 903)
qa-line: ৬। একটি শ্রেণিতে ৫০ জন ছাত্র আছে। ছাত্রদের সংখ্যা ১৫ এবং ছাত্রীর সংখ্যা বাড়লে কত হবে? (357, 1007, 461, 1021)
article-sitakunda: সীতাকুন্ড (চট্টগ্রাম) প্রতিনিধি : দেশের সরকারি হাসপাতালে বৈকালিক স্বাস্থ্য সেবা চালু করা হয়েছে। এখন থেকে বিশেষজ্ঞ চিকিৎসকের কাছ থেকে বৈকালিক সেবা পাবেন। প্রাথমিকভাবে দেশের ৫৩টি সরকারি হাসপাতালে এ সেবা চালু করা হয়েছে। তারই অংশ হিসেবে চট্টগ্রামের সীতাকুন্ড উপজেলা স্বাস্থ্য কমপ্লেক্সে বৈকালিক স্বাস্থ্য সেবা কার্যক্রমের উদ্বোধন করা হয়। হাসপাতালের সাধারণ জনগণ সরকারি হাসপাতালে এ সেবা পাবেন। এতে ফি নির্ধারণ করা হয়েছে মেডিকেল অফিসার ১০০ টাকা, বিশেষজ্ঞ ডাক্তার ৩০০ টাকা। এর থেকে সরকারী কাজে অর্থেক জমা হবে। জনগণের অধিক খরচ কমাতে এ সেবা চালু করা হয়েছে। বৈকালিক স্বাস্থ্য সেবার উদ্বোধন অনুষ্ঠানে প্রধান অতিথি হিসাবে উপস্থিত ছিলেন উপজেলা নির্বাহী কর্মকর্তা। (365, 124, 474, 266)
qa-line: গ) ii, iii ঘ) i, ii, iii (777, 1195, 820, 1202)
qa-line: ক) i, ii খ) i, iii (777, 1050, 811, 1057)
headline-rotary: রোটারি ক্লাব অব গ্রেটার চিটাগাংয়ের সভাপতি হলেন জামাল সিকদার (700, 414, 918, 449)
qa-line: ক) ধাতু ও অধাতু উভয়ের বৈশিষ্ট্য বহন করে (478, 1224, 570, 1231)
qa-line: গ) ১৭ ঘ) ১৮ (478, 1093, 508, 1100)
qa-line: উত্তর: তাকওয়া (143, 1020, 177, 1027)
english-author: সাদিয়া আফরিন ইতি (33, 1216, 83, 1224)
qa-line: ১৮. কোনটি উপধাতু? (478, 1273, 524, 1280)
date-bengali: ২ আষাঢ় ১৪৩০ (79, 56, 131, 65)
question-line: d) When did the name get popularity? (331, 1276, 450, 1285)
question-line: 3. Write down the summary of the passage in your own words (331, 1302, 470, 1321)
headline-madan: মদনে ওরিয়েন্টেশন কর্মশালা (721, 637, 897, 656)
chemistry-col3 (777, 1002, 919, 1279)
qa-line: নিচের কোনটি সঠিক? (777, 1043, 823, 1050)
qa-line: উত্তর: ৯, ১০, ১১ (243, 981, 283, 988)
qa-line: ২৯. পর্যায় সারণির মৌলের যে ধর্মগুলো পর্যায়ক্রমে পরিবর্তিত হয়— (777, 1022, 918, 1029)
brand-tagline: জনগণের মুখপত্র (846, 36, 880, 42)
question-line: iii. a drama iv. an epic. (182, 1329, 253, 1339)
qa-line: ৬. কোনটি ক্ষারীয় মৃত্তিকা ধাতু? (478, 975, 543, 982)
qa-line: উত্তর: সালাম (33, 1016, 62, 1023)
qa-line: ৯. নিষ্ক্রিয় গ্যাস কোন গ্রুপে অবস্থিত? (478, 1037, 557, 1044)
headline-kaliakair: কালিয়াকৈরে হুইল চেয়ার, সেলাই মেশিন ও গাছের চারা বিতরণ (480, 259, 802, 306)
qa-line: ৩৪। (৩০১২) + ২৫ = কত? (243, 952, 307, 959)
headline-paikgacha: পাইকগাছায় ওরিয়েন্টেশন অব গেইট কিপার অন এ্যাডোলসেন্ট হেলথ অনুষ্ঠিত (254, 401, 362, 431)
qa-line: গ) Br ঘ) I (626, 1099, 650, 1106)
qa-line: ২০. নিষ্ক্রিয় মৌল কোনটি? (626, 1022, 682, 1029)
qa-line: ১৭. কোনটির অম্লত্ব সবচেয়ে বেশি? (478, 1252, 553, 1259)
qa-line: গ) পর্যায়-৪, গ্রুপ-৬ ঘ) পর্যায়-৩, গ্রুপ-৬ (777, 1015, 861, 1022)
qa-line: ৩৫. X মৌলটি? (777, 1237, 811, 1244)
qa-line: ১৪. পর্যায় সারণিতে আর্সেনিকের অবস্থান কোন গ্রুপে? (478, 1141, 592, 1148)
answer-line: c) Old or new clothes are the materials needed for the production of this indigenous thing. (331, 1382, 470, 1410)
qa-line: ৩২. মৃৎক্ষার ধাতুসমূহের সক্রিয়তার ক্রম কোনটি? (777, 1119, 878, 1126)
qa-line: i. সুস্থিত আয়ন তৈরি করতে ৩টি ইলেকট্রন ত্যাগ করে (478, 1176, 590, 1183)
qa-line: ১০. Cu, Ni পর্যায় সারণির কোন ব্লকের মৌল? (478, 1058, 576, 1065)
answers-title: Answers : (383, 1320, 418, 1330)
qa-line: খ) Ba > Sr > Ca > Mg > Be (777, 1133, 850, 1140)
banner-students-left (39, 746, 359, 786)
qa-line: ৩। নিচের কোন বাক্যটি খোলা বাক্যের উদাহরণ? (357, 956, 462, 963)
quote-box (777, 1395, 919, 1416)
srinagar-photo (368, 414, 690, 599)
qa-line: নিচের কোনটি সঠিক? (478, 1197, 524, 1204)
qa-line: ২। আমরা সালাতের প্রতি রাকাতে কোন সূরা পড়ি? (33, 885, 129, 899)
qa-line: ৮। সালাতে তাশাহুদের পর কী পড়তে হয়? (33, 980, 124, 987)
article-kaliakair: কালিয়াকৈর (গাজীপুর) প্রতিনিধি : গাজীপুরের কালিয়াকৈরে উপজেলা পরিষদের অর্থায়নে প্রতিবন্ধীদের মাঝে হুইল চেয়ার, মহিলাদের মাঝে সেলাই মেশিন, বিভিন্ন শিক্ষা প্রতিষ্ঠানে ক্রীড়া সামগ্রী ও বৃক্ষ রোপণ সপ্তাহ উপলক্ষে গাছের চারা বিতরণ করা হয়। এ সময় ৩৩ জন সদস্যের মাঝে বিশ লক্ষ নব্বই হাজার টাকা ক্ষুদ্র ব্যবসা প্রকল্পে ঋণ ও ১৬৫ টি ফলজ, বনজ ও ঔষধি চারা বিতরণ করা হয়। কালিয়াকৈর উপজেলা পরিষদে বৃহস্পতিবার বিকালে গাজীপুর জেলা প্রশাসক মো. আনিসুর রহমান এসব বিতরণ করেন। উপজেলা নির্বাহী কর্মকর্তা আক্তারুজ্জামান সাকাপি ইবনে সাজ্জাদের সভাপতিত্বে অনুষ্ঠিত উপজেলা পরিষদের সভাকক্ষে অনুষ্ঠিত বিতরণী সভায় বক্তব্য রাখেন অনুষ্ঠানের প্রধান অতিথি গাজীপুর জেলা প্রশাসক মো. আনিসুর রহমান, কালিয়াকৈর উপজেলা পরিষদের চেয়ারম্যান কামাল উদ্দিন সিকদার, ভাইস চেয়ারম্যান মো. সেলিম আজাদ, মহিলা ভাইস চেয়ারম্যান অধ্যাপিকা জাহেদা নাসরিন, উপজেলা সহকারী কমিশনার (ভূমি) অনিন্দ্য গুহ, উপজেলা সমাজসেবা কর্মকর্তা মো. মিজানুর রহমান প্রমুখ। (478, 314, 804, 377)
qa-line: ii. পানির সাথে বিক্রিয়ায় H2 উৎপন্ন করে (777, 1251, 863, 1258)
